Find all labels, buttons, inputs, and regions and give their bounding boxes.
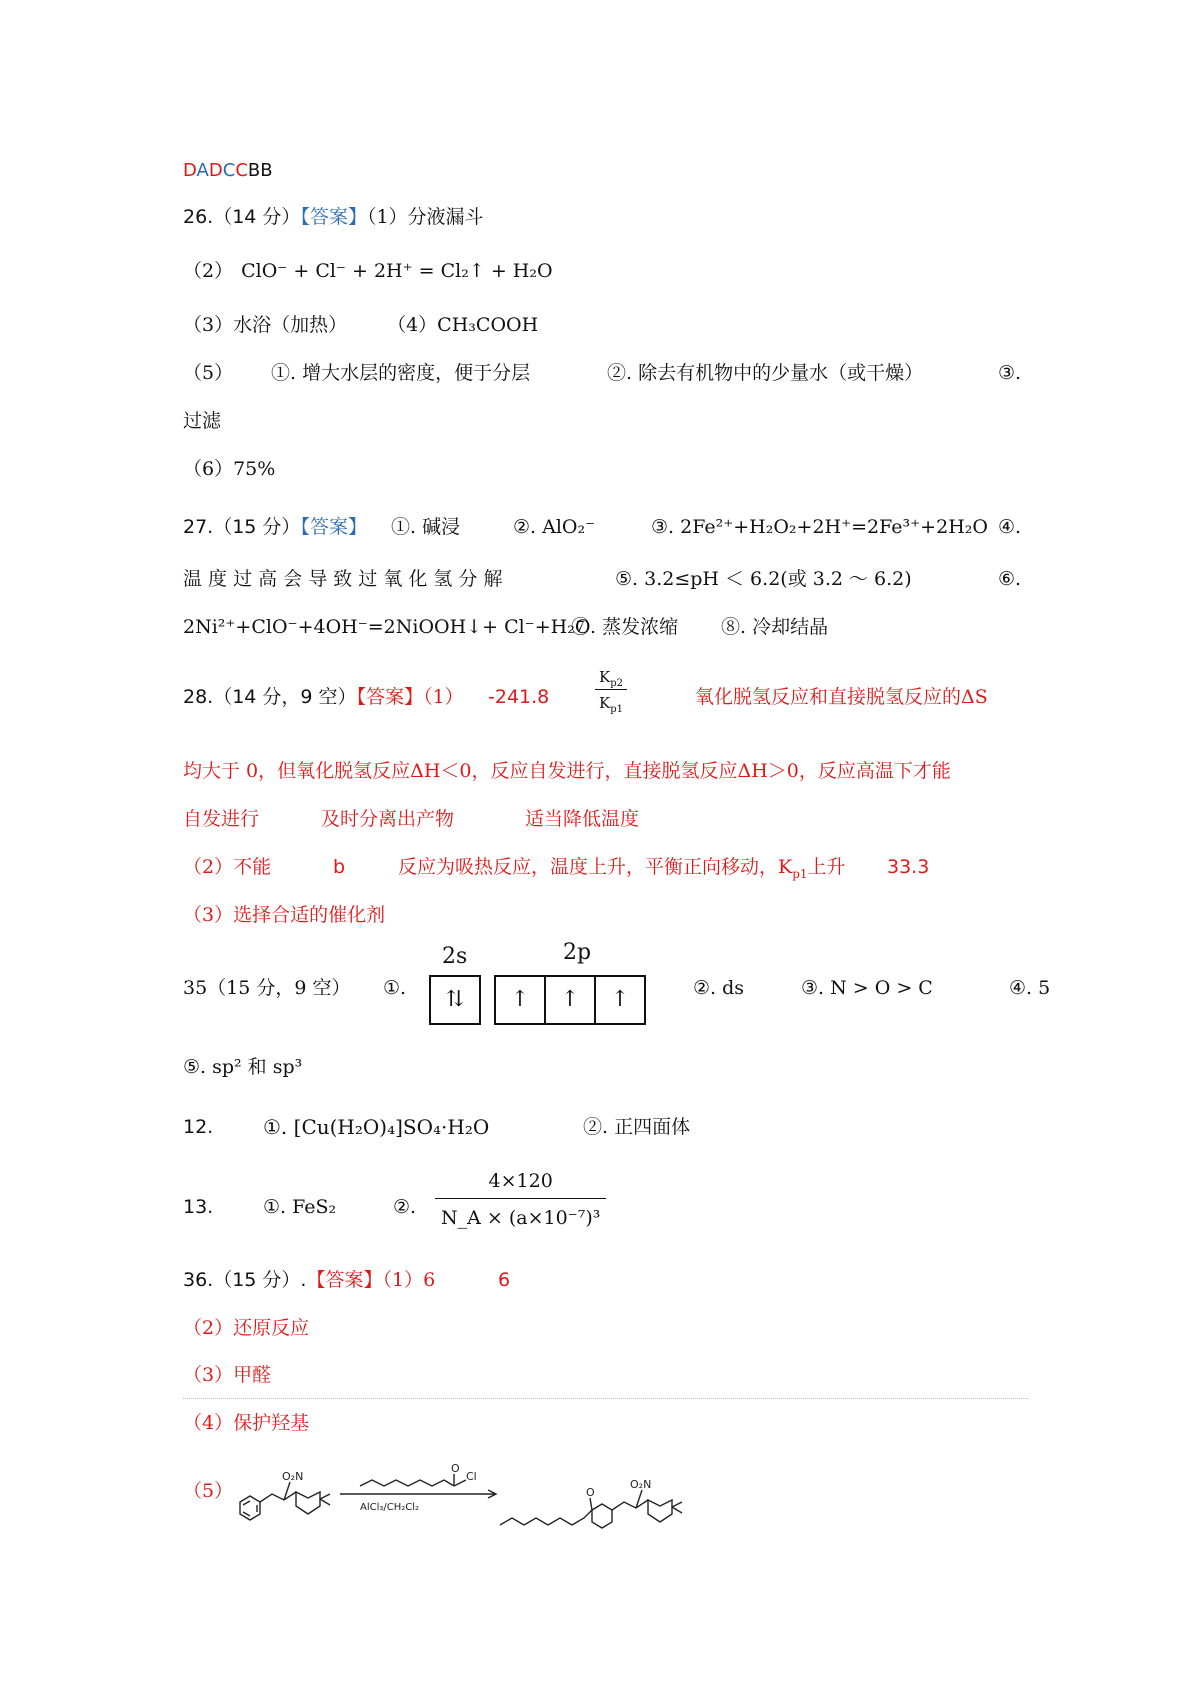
q26-answer-3: （3）水浴（加热） <box>183 314 348 336</box>
mc-answer-3: D <box>208 160 223 181</box>
q28-line-1 <box>183 668 1028 728</box>
q36-answer-1: （1）6 <box>382 1269 436 1291</box>
product-nitro-label: O₂N <box>630 1478 652 1491</box>
q35-head: 35（15 分，9 空） <box>183 977 351 999</box>
q27-line-3 <box>183 614 1028 640</box>
q36-answer-5-label: （5） <box>183 1480 234 1502</box>
q35-answer-1-number: ①. <box>383 977 407 999</box>
q28-answer-3: （3）选择合适的催化剂 <box>183 904 386 926</box>
q12-line <box>183 1114 1028 1140</box>
q36-answer-tag: 【答案】 <box>306 1269 383 1291</box>
reactant-nitro-label: O₂N <box>282 1470 304 1483</box>
q28-line-5 <box>183 902 385 928</box>
q26-line-5 <box>183 408 221 434</box>
q36-head: 36.（15 分）. <box>183 1269 307 1291</box>
q35-answer-3: ③. N > O > C <box>801 977 933 999</box>
q28-measure-2: 适当降低温度 <box>525 808 640 830</box>
q35-line-2 <box>183 1054 302 1080</box>
q28-answer-2-choice: b <box>333 856 346 878</box>
q13-fraction-numerator: 4×120 <box>488 1170 553 1192</box>
q36-answer-4: （4）保护羟基 <box>183 1412 310 1434</box>
q13-answer-1: ①. FeS₂ <box>263 1196 337 1218</box>
q12-number: 12. <box>183 1116 214 1138</box>
q28-reason-3: 自发进行 <box>183 808 260 830</box>
q28-enthalpy-value: -241.8 <box>488 686 550 708</box>
q12-answer-2: ②. 正四面体 <box>583 1116 691 1138</box>
q28-answer-2-value: 33.3 <box>887 856 930 878</box>
q27-answer-2: ②. AlO₂⁻ <box>513 516 596 538</box>
q36-answer-2: （2）还原反应 <box>183 1317 310 1339</box>
q26-answer-5-3-number: ③. <box>998 362 1022 384</box>
q36-line-2 <box>183 1315 309 1341</box>
q13-answer-2-number: ②. <box>393 1196 417 1218</box>
orbital-2p-electron-3: ↑ <box>610 987 630 1012</box>
q27-answer-6-number: ⑥. <box>998 568 1022 590</box>
orbital-2p-electron-1: ↑ <box>510 987 530 1012</box>
q27-answer-6: 2Ni²⁺+ClO⁻+4OH⁻=2NiOOH↓+ Cl⁻+H₂O <box>183 616 591 638</box>
q27-answer-4: 温 度 过 高 会 导 致 过 氧 化 氢 分 解 <box>183 568 503 590</box>
q28-reason-2: 均大于 0，但氧化脱氢反应ΔH＜0，反应自发进行，直接脱氢反应ΔH＞0，反应高温下才能 <box>183 760 951 782</box>
q27-answer-8: ⑧. 冷却结晶 <box>721 616 829 638</box>
orbital-2p-box <box>494 975 646 1025</box>
q36-line-1 <box>183 1267 1028 1293</box>
page-break-divider <box>183 1398 1028 1399</box>
q28-head: 28.（14 分，9 空） <box>183 686 357 708</box>
q27-answer-3: ③. 2Fe²⁺+H₂O₂+2H⁺=2Fe³⁺+2H₂O <box>651 516 988 538</box>
mc-answer-5: C <box>235 160 248 181</box>
q28-fraction-denominator: K <box>599 694 611 712</box>
q26-answer-5-1: ①. 增大水层的密度，便于分层 <box>271 362 531 384</box>
q35-answer-2: ②. ds <box>693 977 745 999</box>
q27-answer-7: ⑦. 蒸发浓缩 <box>571 616 679 638</box>
q28-answer-2-reason: 反应为吸热反应，温度上升，平衡正向移动，K <box>398 856 793 878</box>
q28-reason-1: 氧化脱氢反应和直接脱氢反应的ΔS <box>695 686 988 708</box>
q26-answer-4: （4）CH₃COOH <box>387 314 539 336</box>
mc-answer-6: B <box>247 160 261 181</box>
q26-answer-5-3: 过滤 <box>183 410 222 432</box>
q26-line-6 <box>183 456 275 482</box>
orbital-2s-box <box>429 975 481 1025</box>
q26-head: 26.（14 分） <box>183 206 301 228</box>
q27-answer-4-number: ④. <box>998 516 1022 538</box>
q26-answer-5-label: （5） <box>183 362 234 384</box>
q28-line-2 <box>183 758 951 784</box>
orbital-2p-electron-2: ↑ <box>560 987 580 1012</box>
q28-k-ratio-fraction <box>595 668 627 715</box>
q13-density-fraction <box>435 1168 606 1231</box>
q26-line-2 <box>183 258 553 284</box>
product-oxygen-label: O <box>586 1486 595 1499</box>
q27-answer-5: ⑤. 3.2≤pH ＜ 6.2(或 3.2 ～ 6.2) <box>615 568 912 590</box>
q26-equation: ClO⁻ + Cl⁻ + 2H⁺ = Cl₂↑ + H₂O <box>241 260 553 282</box>
mc-answer-4: C <box>222 160 236 181</box>
q13-number: 13. <box>183 1196 214 1218</box>
q28-line-4 <box>183 854 1028 880</box>
reaction-scheme <box>230 1450 750 1545</box>
q36-line-4 <box>183 1410 309 1436</box>
q28-answer-1-label: （1） <box>423 686 464 708</box>
q27-answer-1: ①. 碱浸 <box>391 516 461 538</box>
q26-answer-5-2: ②. 除去有机物中的少量水（或干燥） <box>607 362 924 384</box>
multiple-choice-answers <box>183 158 273 184</box>
q28-answer-2-reason-end: 上升 <box>807 856 846 878</box>
q35-answer-5: ⑤. sp² 和 sp³ <box>183 1056 303 1078</box>
q26-line-4 <box>183 360 1028 386</box>
q26-answer-6: （6）75% <box>183 458 276 480</box>
q28-fraction-numerator-sub: p2 <box>610 678 623 689</box>
q27-answer-tag: 【答案】 <box>300 516 367 538</box>
q28-answer-2-label: （2）不能 <box>183 856 272 878</box>
reagent-chloride-label: Cl <box>466 1470 477 1483</box>
q28-measure-1: 及时分离出产物 <box>321 808 455 830</box>
q26-answer-1: （1）分液漏斗 <box>366 206 484 228</box>
q36-line-3 <box>183 1362 271 1388</box>
mc-answer-7: B <box>260 160 273 181</box>
reagent-oxygen-label: O <box>451 1462 460 1475</box>
mc-answer-1: D <box>183 160 197 181</box>
q13-fraction-denominator: N_A × (a×10⁻⁷)³ <box>435 1198 606 1231</box>
q28-answer-tag: 【答案】 <box>356 686 424 708</box>
mc-answer-2: A <box>196 160 209 181</box>
orbital-2s-electrons: ⇅ <box>445 987 465 1012</box>
q26-line-3 <box>183 312 538 338</box>
q36-answer-3: （3）甲醛 <box>183 1364 272 1386</box>
q28-line-3 <box>183 806 1028 832</box>
q26-answer-tag: 【答案】 <box>300 206 367 228</box>
q12-answer-1: ①. [Cu(H₂O)₄]SO₄·H₂O <box>263 1115 490 1139</box>
reagent-catalyst-label: AlCl₃/CH₂Cl₂ <box>360 1502 420 1513</box>
q26-answer-2-label: （2） <box>183 260 234 282</box>
q27-head: 27.（15 分） <box>183 516 301 538</box>
q36-answer-1b: 6 <box>498 1269 511 1291</box>
q28-fraction-numerator: K <box>599 668 611 686</box>
orbital-2p-label: 2p <box>563 940 592 965</box>
orbital-2s-label: 2s <box>442 944 468 969</box>
q26-line-1 <box>183 204 484 230</box>
q27-line-2 <box>183 566 1028 592</box>
q35-answer-4: ④. 5 <box>1009 977 1051 999</box>
q28-answer-2-reason-sub: p1 <box>792 866 808 881</box>
q27-line-1 <box>183 514 1028 540</box>
q36-line-5 <box>183 1478 233 1504</box>
q28-fraction-denominator-sub: p1 <box>610 704 623 715</box>
